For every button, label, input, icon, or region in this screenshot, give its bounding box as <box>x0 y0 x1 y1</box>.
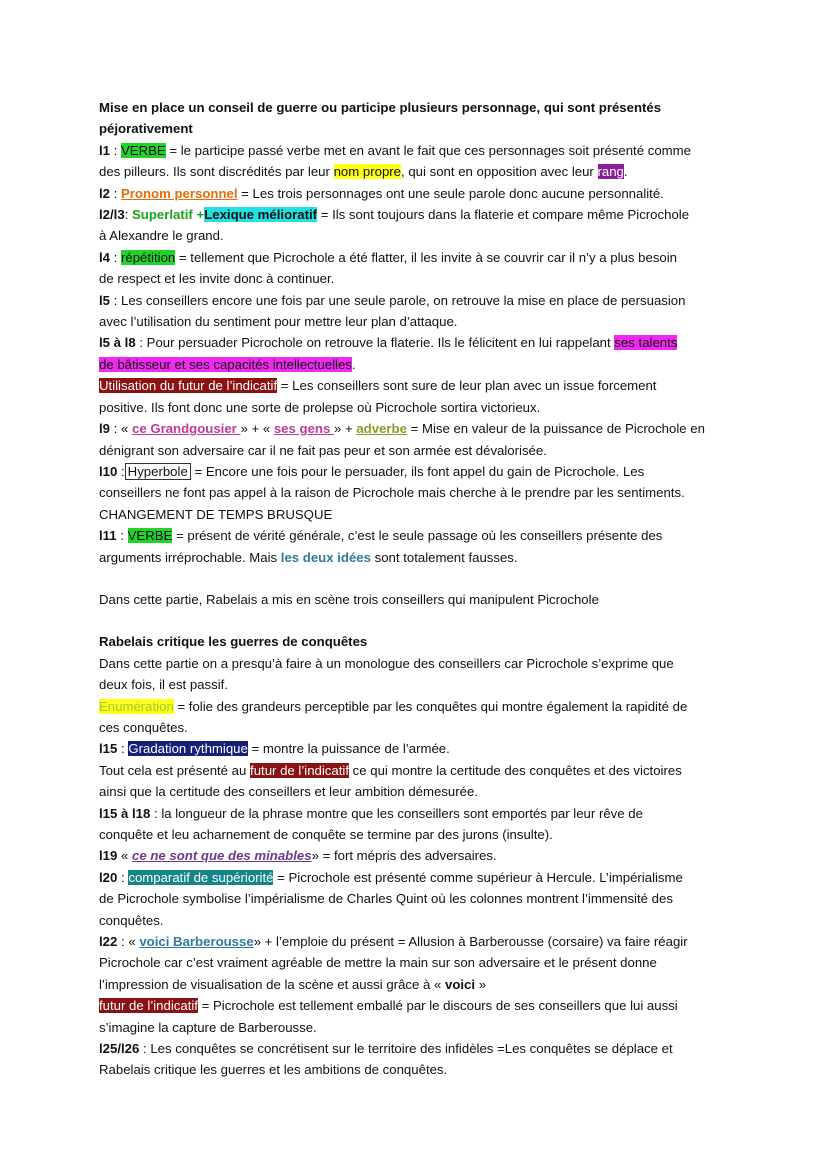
para-enumeration-cont: ces conquêtes. <box>99 719 188 735</box>
para-l20-cont: de Picrochole symbolise l’impérialisme de Charles Quint où les colonnes montrent l’immensité des <box>99 891 673 907</box>
highlight-nom-propre: nom propre <box>333 164 402 180</box>
para-tout-cela-cont: ainsi que la certitude des conseillers et leur ambition démesurée. <box>99 784 478 800</box>
highlight-gradation-rythmique: Gradation rythmique <box>128 741 248 757</box>
para-l2-l3-cont: à Alexandre le grand. <box>99 228 224 244</box>
para-l1: l1 : VERBE = le participe passé verbe met en avant le fait que ces personnages soit présenté comme <box>99 142 691 158</box>
para-futur-2: futur de l’indicatif = Picrochole est tellement emballé par le discours de ses conseillers que lui aussi <box>99 998 678 1014</box>
section1-title-cont: péjorativement <box>99 121 193 137</box>
term-ce-grandgousier: ce Grandgousier <box>132 421 241 437</box>
changement-temps: CHANGEMENT DE TEMPS BRUSQUE <box>99 506 333 522</box>
section1-conclusion: Dans cette partie, Rabelais a mis en scène trois conseillers qui manipulent Picrochole <box>99 591 599 607</box>
para-l22: l22 : « voici Barberousse» + l’emploie du présent = Allusion à Barberousse (corsaire) va faire réagir <box>99 934 688 950</box>
highlight-verbe-2: VERBE <box>127 528 173 544</box>
spacer <box>99 610 768 631</box>
term-minables: ce ne sont que des minables <box>132 848 312 864</box>
para-l15-l18-cont: conquête et leu acharnement de conquête se termine par des jurons (insulte). <box>99 827 553 842</box>
highlight-futur-indicatif-3: futur de l’indicatif <box>99 998 198 1014</box>
para-l9: l9 : « ce Grandgousier » + « ses gens » + adverbe = Mise en valeur de la puissance de Picrochole en <box>99 421 705 437</box>
para-l5-l8-cont: de bâtisseur et ses capacités intellectuelles. <box>99 356 356 372</box>
highlight-lexique-melioratif: Lexique mélioratif <box>204 207 318 223</box>
para-l25-l26: l25/l26 : Les conquêtes se concrétisent sur le territoire des infidèles =Les conquêtes se déplace et <box>99 1041 673 1057</box>
para-l19: l19 « ce ne sont que des minables» = fort mépris des adversaires. <box>99 848 497 864</box>
para-enumeration: Enumération = folie des grandeurs perceptible par les conquêtes qui montre également la rapidité de <box>99 698 688 714</box>
para-l15-l18: l15 à l18 : la longueur de la phrase montre que les conseillers sont emportés par leur rêve de <box>99 805 643 821</box>
term-pronom-personnel: Pronom personnel <box>121 185 238 201</box>
section2-intro: Dans cette partie on a presqu’à faire à un monologue des conseillers car Picrochole s’exprime que <box>99 655 674 671</box>
para-l2: l2 : Pronom personnel = Les trois personnages ont une seule parole donc aucune personnalité. <box>99 185 664 201</box>
highlight-comparatif-superiorite: comparatif de supériorité <box>128 869 274 885</box>
term-voici-barberousse: voici Barberousse <box>139 934 254 950</box>
para-l25-l26-cont: Rabelais critique les guerres et les ambitions de conquêtes. <box>99 1062 448 1078</box>
highlight-ses-talents: ses talents <box>614 335 678 351</box>
highlight-repetition: répétition <box>121 249 176 265</box>
para-l2-l3: l2/l3: Superlatif +Lexique mélioratif = Ils sont toujours dans la flaterie et compare même Picrochole <box>99 207 690 223</box>
para-l10-cont: conseillers ne font pas appel à la raison de Picrochole mais cherche à le prendre par les sentiments. <box>99 485 685 501</box>
para-l5-cont: avec l’utilisation du sentiment pour mettre leur plan d’attaque. <box>99 314 458 330</box>
para-l22-cont2: l’impression de visualisation de la scène et aussi grâce à « voici » <box>99 976 487 992</box>
para-l5: l5 : Les conseillers encore une fois par une seule parole, on retrouve la mise en place de persuasion <box>99 292 686 308</box>
term-ses-gens: ses gens <box>273 421 334 437</box>
para-futur-2-cont: s’imagine la capture de Barberousse. <box>99 1019 317 1035</box>
highlight-rang: rang <box>597 164 624 180</box>
para-l20: l20 : comparatif de supériorité = Picrochole est présenté comme supérieur à Hercule. L’impérialisme <box>99 869 683 885</box>
term-les-deux-idees: les deux idées <box>280 549 371 565</box>
para-l20-cont2: conquêtes. <box>99 912 164 928</box>
highlight-verbe: VERBE <box>121 142 166 158</box>
section1-title: Mise en place un conseil de guerre ou participe plusieurs personnage, qui sont présentés <box>99 100 662 115</box>
spacer <box>99 568 768 589</box>
para-futur-1: Utilisation du futur de l’indicatif = Les conseillers sont sure de leur plan avec un issue forcement <box>99 378 657 394</box>
para-l9-cont: dénigrant son adversaire car il ne fait pas peur et son armée est dévalorisée. <box>99 442 547 458</box>
term-superlatif: Superlatif + <box>132 207 205 223</box>
para-l4: l4 : répétition = tellement que Picrochole a été flatter, il les invite à se couvrir car il n’y a plus besoin <box>99 249 678 265</box>
para-l1-cont: des pilleurs. Ils sont discrédités par leur nom propre, qui sont en opposition avec leur rang. <box>99 164 628 180</box>
highlight-futur-indicatif-2: futur de l’indicatif <box>250 762 349 778</box>
para-l4-cont: de respect et les invite donc à continuer. <box>99 271 335 287</box>
term-adverbe: adverbe <box>356 421 407 437</box>
highlight-enumeration: Enumération <box>99 698 174 714</box>
para-l15: l15 : Gradation rythmique = montre la puissance de l’armée. <box>99 741 450 757</box>
para-tout-cela: Tout cela est présenté au futur de l’indicatif ce qui montre la certitude des conquêtes et des victoires <box>99 762 682 778</box>
highlight-capacites: de bâtisseur et ses capacités intellectuelles <box>99 356 352 372</box>
para-futur-1-cont: positive. Ils font donc une sorte de prolepse où Picrochole sortira victorieux. <box>99 399 541 415</box>
highlight-futur-indicatif: Utilisation du futur de l’indicatif <box>99 378 278 394</box>
para-l11: l11 : VERBE = présent de vérité générale, c’est le seule passage où les conseillers présente des <box>99 528 663 544</box>
para-l5-l8: l5 à l8 : Pour persuader Picrochole on retrouve la flaterie. Ils le félicitent en lui rappelant ses talents <box>99 335 678 351</box>
para-l22-cont: Picrochole car c’est vraiment agréable de mettre la main sur son adversaire et le présent donne <box>99 955 657 971</box>
para-l11-cont: arguments irréprochable. Mais les deux idées sont totalement fausses. <box>99 549 518 565</box>
boxed-hyperbole: Hyperbole <box>125 463 191 480</box>
section2-title: Rabelais critique les guerres de conquêtes <box>99 634 368 650</box>
section2-intro-cont: deux fois, il est passif. <box>99 677 229 693</box>
para-l10: l10 : Hyperbole = Encore une fois pour le persuader, ils font appel du gain de Picrochole. Les <box>99 463 645 479</box>
